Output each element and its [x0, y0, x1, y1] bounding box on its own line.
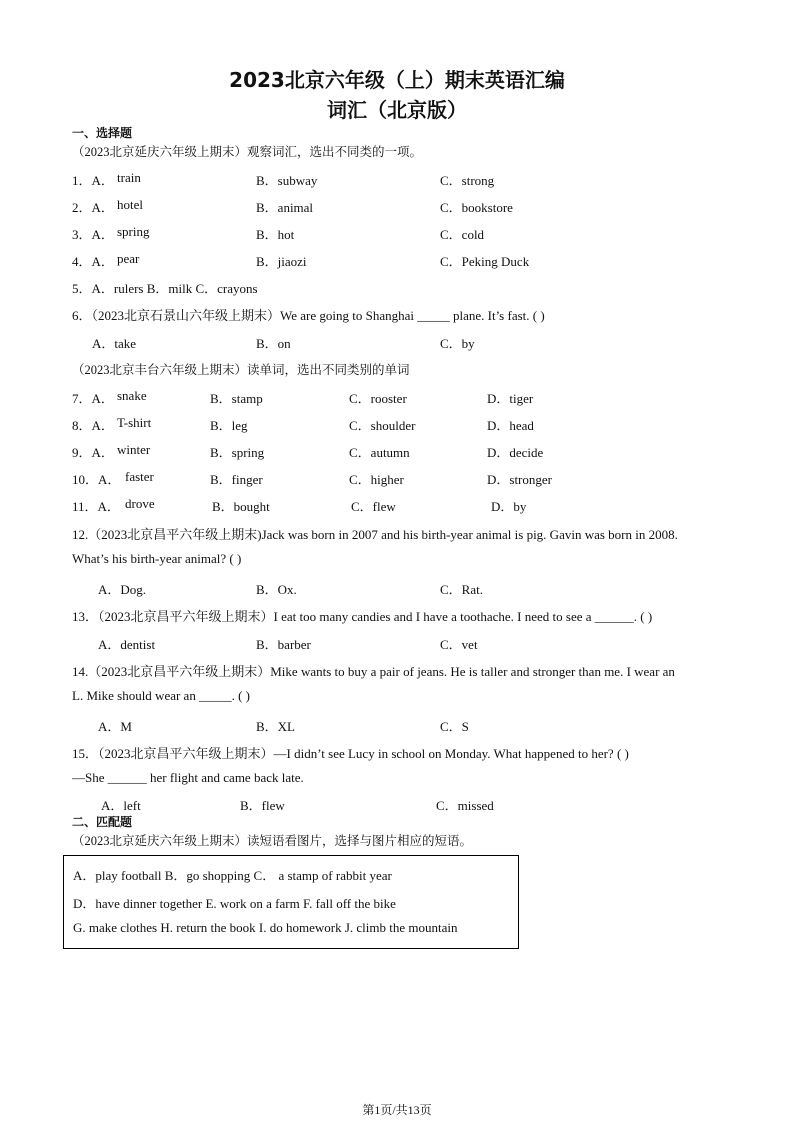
question-10-option-c: C．higher	[349, 472, 404, 487]
question-14-option-c: C．S	[440, 719, 469, 734]
question-1-option-a: train	[117, 170, 141, 185]
question-9-option-a: winter	[117, 442, 151, 457]
question-4-number: 4．A．	[72, 254, 114, 269]
question-1-option-c: C．strong	[440, 173, 495, 188]
page-title-line1: 2023北京六年级（上）期末英语汇编	[229, 68, 565, 92]
section-heading-choice: 一、选择题	[72, 126, 133, 140]
question-4-option-a: pear	[117, 251, 140, 266]
question-11-option-b: B．bought	[212, 499, 270, 514]
question-4-option-c: C．Peking Duck	[440, 254, 530, 269]
question-9-option-d: D．decide	[487, 445, 544, 460]
question-6-option-b: B．on	[256, 336, 291, 351]
question-10-option-b: B．finger	[210, 472, 263, 487]
question-13-option-a: A．dentist	[98, 637, 156, 652]
question-12-stem-line1: 12.（2023北京昌平六年级上期末)Jack was born in 2007 and his birth-year animal is pig. Gavin was born in 2008.	[72, 527, 678, 542]
question-15-option-a: A．left	[101, 798, 141, 813]
question-9-number: 9．A．	[72, 445, 114, 460]
question-2-number: 2．A．	[72, 200, 114, 215]
question-12-option-a: A．Dog.	[98, 582, 147, 597]
question-3-number: 3．A．	[72, 227, 114, 242]
phrase-box-line3: G. make clothes H. return the book I. do homework J. climb the mountain	[73, 920, 458, 935]
question-10-option-a: faster	[125, 469, 154, 484]
question-2-option-a: hotel	[117, 197, 143, 212]
question-9-option-c: C．autumn	[349, 445, 410, 460]
question-14-option-a: A．M	[98, 719, 132, 734]
question-7-option-d: D．tiger	[487, 391, 534, 406]
question-7-option-a: snake	[117, 388, 147, 403]
question-7-option-c: C．rooster	[349, 391, 407, 406]
phrase-box	[63, 855, 519, 949]
question-5: 5．A．rulers B．milk C．crayons	[72, 281, 258, 296]
question-8-option-b: B．leg	[210, 418, 248, 433]
question-15-option-b: B．flew	[240, 798, 285, 813]
page-title-line2: 词汇（北京版）	[327, 98, 467, 122]
question-13-option-b: B．barber	[256, 637, 311, 652]
question-4-option-b: B．jiaozi	[256, 254, 307, 269]
question-8-option-c: C．shoulder	[349, 418, 416, 433]
question-10-number: 10．A．	[72, 472, 121, 487]
question-12-option-b: B．Ox.	[256, 582, 297, 597]
instruction-matching: （2023北京延庆六年级上期末）读短语看图片，选择与图片相应的短语。	[72, 834, 473, 848]
question-11-option-a: drove	[125, 496, 155, 511]
question-8-option-a: T-shirt	[117, 415, 152, 430]
question-10-option-d: D．stronger	[487, 472, 552, 487]
question-15-stem-line1: 15．（2023北京昌平六年级上期末）—I didn’t see Lucy in school on Monday. What happened to her? ( )	[72, 746, 629, 761]
question-11-number: 11．A．	[72, 499, 120, 514]
question-15-option-c: C．missed	[436, 798, 494, 813]
phrase-box-line1: A．play football B．go shopping C． a stamp of rabbit year	[73, 868, 392, 883]
instruction-group1: （2023北京延庆六年级上期末）观察词汇，选出不同类的一项。	[72, 145, 423, 159]
question-6-option-c: C．by	[440, 336, 475, 351]
question-6-stem: 6．（2023北京石景山六年级上期末）We are going to Shanghai _____ plane. It’s fast. ( )	[72, 308, 545, 323]
question-14-option-b: B．XL	[256, 719, 296, 734]
question-3-option-a: spring	[117, 224, 150, 239]
question-8-option-d: D．head	[487, 418, 534, 433]
question-7-number: 7．A．	[72, 391, 114, 406]
section-heading-matching: 二、匹配题	[72, 815, 133, 829]
question-14-stem-line2: L. Mike should wear an _____. ( )	[72, 688, 250, 703]
question-2-option-c: C．bookstore	[440, 200, 513, 215]
question-8-number: 8．A．	[72, 418, 114, 433]
question-13-stem: 13．（2023北京昌平六年级上期末）I eat too many candies and I have a toothache. I need to see a ______. ( )	[72, 609, 653, 624]
question-15-stem-line2: —She ______ her flight and came back late.	[72, 770, 304, 785]
question-1-number: 1．A．	[72, 173, 114, 188]
question-7-option-b: B．stamp	[210, 391, 263, 406]
instruction-group2: （2023北京丰台六年级上期末）读单词，选出不同类别的单词	[72, 363, 410, 377]
question-3-option-b: B．hot	[256, 227, 295, 242]
question-12-option-c: C．Rat.	[440, 582, 483, 597]
question-6-option-a: A．take	[92, 336, 137, 351]
question-14-stem-line1: 14.（2023北京昌平六年级上期末）Mike wants to buy a pair of jeans. He is taller and stronger than me. I wear an	[72, 664, 675, 679]
question-13-option-c: C．vet	[440, 637, 478, 652]
page-footer: 第1页/共13页	[362, 1103, 432, 1117]
question-2-option-b: B．animal	[256, 200, 314, 215]
question-12-stem-line2: What’s his birth-year animal? ( )	[72, 551, 242, 566]
question-9-option-b: B．spring	[210, 445, 265, 460]
question-1-option-b: B．subway	[256, 173, 318, 188]
phrase-box-line2: D．have dinner together E. work on a farm F. fall off the bike	[73, 896, 396, 911]
question-3-option-c: C．cold	[440, 227, 485, 242]
question-11-option-d: D．by	[491, 499, 527, 514]
question-11-option-c: C．flew	[351, 499, 396, 514]
